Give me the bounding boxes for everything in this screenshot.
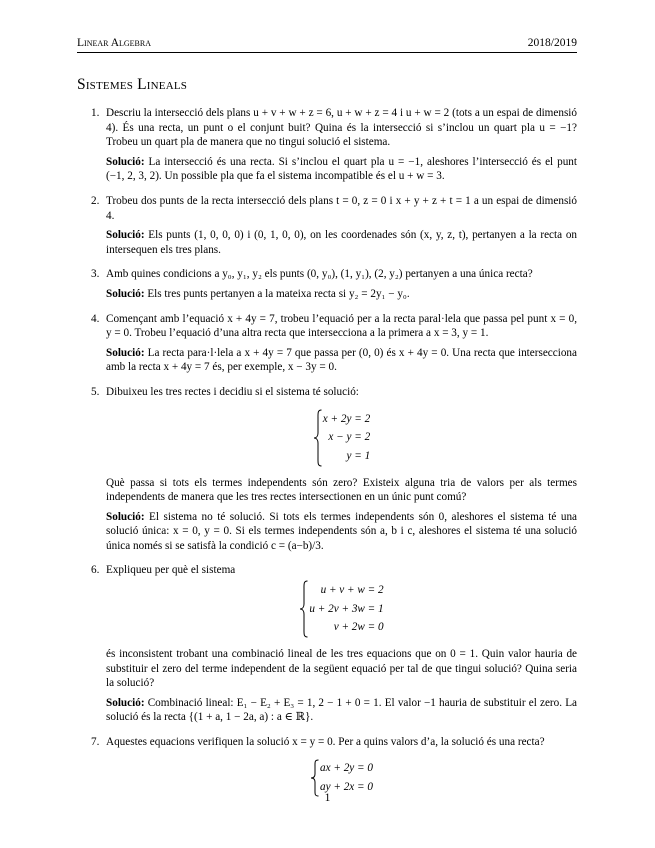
equation-system — [106, 580, 577, 638]
equations — [323, 409, 370, 467]
problem-number: 7. — [91, 736, 100, 749]
problem-statement: Aquestes equacions verifiquen la solució x = y = 0. Per a quins valors d’a, la solució és una recta? — [106, 736, 545, 749]
problem-followup: és inconsistent trobant una combinació lineal de les tres equacions que on 0 = 1. Quin valor hauria de substituir el zero del terme independent de la següent equació per tal de que tingui solució? Quina seria la solució? — [106, 648, 577, 690]
problem-statement: Començant amb l’equació x + 4y = 7, trobeu l’equació per a la recta paral·lela que passa pel punt x = 0, y = 0. Trobeu l’equació d’una altra recta que intersecciona a la primera a x = 3, y = 1. — [106, 312, 577, 340]
left-brace-glyph — [313, 409, 323, 467]
solution-text: El sistema no té solució. Si tots els termes independents són 0, aleshores el sistema té una solució única: x = 0, y = 0. Si els termes independents són a, b i c, aleshores el sistema té una solució única només si se satisfà la condició c = (a−b)/3. — [106, 510, 578, 552]
solution — [106, 510, 577, 554]
solution-label: Solució: — [106, 287, 145, 300]
problem-6 — [77, 563, 577, 725]
left-brace — [310, 759, 320, 797]
solution — [106, 228, 577, 257]
solution-text: Els punts (1, 0, 0, 0) i (0, 1, 0, 0), on les coordenades són (x, y, z, t), pertanyen a la recta on intersequen els tres plans. — [106, 229, 578, 256]
solution-label: Solució: — [106, 155, 145, 168]
problem-number: 3. — [91, 268, 100, 281]
page-number: 1 — [324, 792, 331, 804]
solution-label: Solució: — [106, 510, 145, 523]
problem-2 — [77, 194, 577, 257]
problem-statement: Expliqueu per què el sistema — [106, 564, 236, 577]
problem-4 — [77, 312, 577, 375]
equation: y = 1 — [346, 449, 371, 462]
solution-text: Combinació lineal: E₁ − E₂ + E₃ = 1, 2 − 1 + 0 = 1. El valor −1 hauria de substituir el zero. La solució és la recta {(1 + a, 1 − 2a, a) : a ∈ ℝ}. — [106, 696, 577, 724]
header-rule — [77, 52, 577, 53]
equation-system — [106, 759, 577, 797]
solution — [106, 346, 577, 375]
left-brace — [313, 409, 323, 467]
solution — [106, 155, 577, 184]
equation: ax + 2y = 0 — [320, 762, 373, 775]
problem-statement: Dibuixeu les tres rectes i decidiu si el sistema té solució: — [106, 385, 359, 398]
problem-5 — [77, 385, 577, 554]
left-brace — [299, 580, 309, 638]
problem-number: 2. — [91, 194, 100, 207]
solution-label: Solució: — [106, 696, 145, 709]
problem-number: 6. — [91, 564, 100, 577]
problem-followup: Què passa si tots els termes independents són zero? Existeix alguna tria de valors per als termes independents de manera que les tres rectes intersectionen en un únic punt comú? — [106, 476, 577, 504]
solution-text: Els tres punts pertanyen a la mateixa recta si y₂ = 2y₁ − y₀. — [147, 287, 410, 300]
problem-1 — [77, 106, 577, 184]
problem-number: 1. — [91, 107, 100, 119]
equations — [320, 759, 373, 797]
solution-text: La intersecció és una recta. Si s’inclou el quart pla u = −1, aleshores l’intersecció és el punt (−1, 2, 3, 2). Un possible pla que fa el sistema incompatible és el u + w = 3. — [106, 155, 578, 183]
equation: u + 2v + 3w = 1 — [309, 602, 384, 615]
problem-7 — [77, 735, 577, 797]
solution-label: Solució: — [106, 229, 145, 242]
equation-system — [106, 409, 577, 467]
left-brace-glyph — [299, 580, 309, 638]
problem-3 — [77, 267, 577, 301]
equations — [309, 580, 383, 638]
equation: ay + 2x = 0 — [320, 780, 373, 793]
problem-number: 5. — [91, 385, 100, 398]
problem-number: 4. — [91, 312, 100, 325]
section-title: Sistemes Lineals — [77, 76, 188, 93]
solution — [106, 696, 577, 725]
equation: x + 2y = 2 — [322, 412, 371, 425]
solution-label: Solució: — [106, 346, 145, 359]
equation: x − y = 2 — [328, 431, 371, 444]
left-brace-glyph — [310, 759, 320, 797]
academic-year: 2018/2019 — [527, 37, 577, 49]
problem-statement: Trobeu dos punts de la recta intersecció dels plans t = 0, z = 0 i x + y + z + t = 1 a un espai de dimensió 4. — [106, 194, 577, 222]
course-title: Linear Algebra — [77, 37, 152, 49]
problem-list — [77, 106, 577, 807]
problem-statement: Descriu la intersecció dels plans u + v + w + z = 6, u + w + z = 4 i u + w = 2 (tots a un espai de dimensió 4). És una recta, un punt o el conjunt buit? Quina és la intersecció si s’inclou un quart pla u = −1? Trobeu un quart pla de manera que no tingui solució el sistema. — [106, 107, 577, 149]
solution-text: La recta para·l·lela a x + 4y = 7 que passa per (0, 0) és x + 4y = 0. Una recta que intersecciona amb la recta x + 4y = 7 és, per exemple, x − 3y = 0. — [106, 346, 577, 374]
problem-statement: Amb quines condicions a y₀, y₁, y₂ els punts (0, y₀), (1, y₁), (2, y₂) pertanyen a una única recta? — [106, 268, 533, 281]
equation: v + 2w = 0 — [333, 621, 384, 634]
solution — [106, 287, 577, 302]
equation: u + v + w = 2 — [320, 584, 384, 597]
